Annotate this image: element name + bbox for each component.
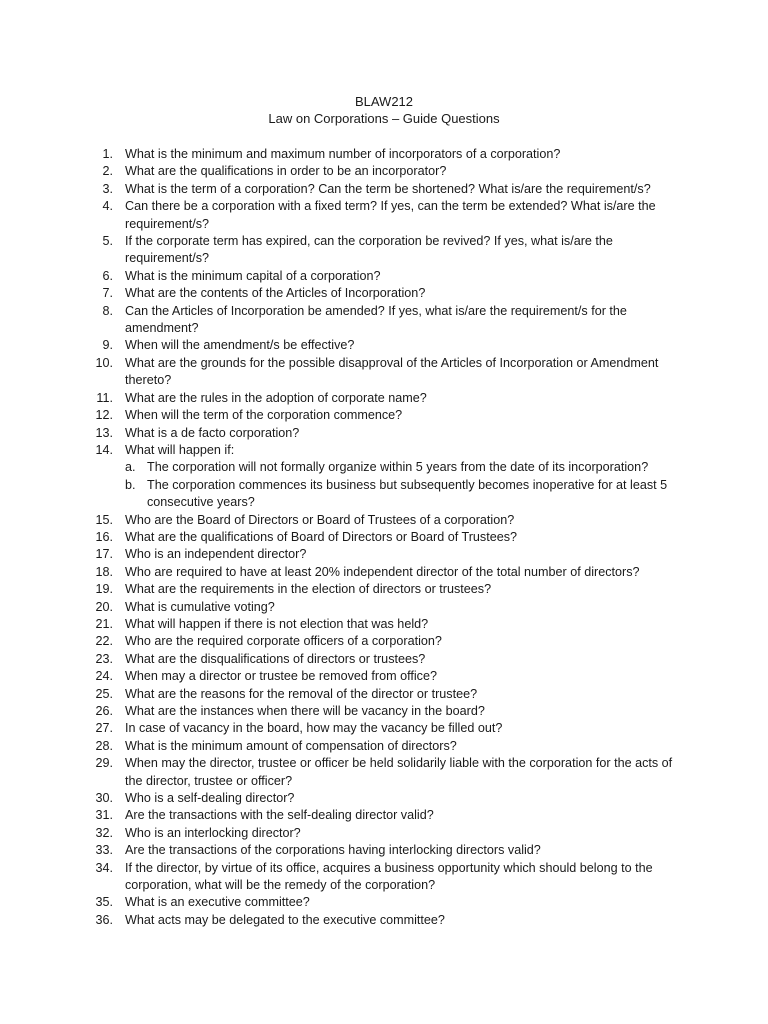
question-text: What are the instances when there will be vacancy in the board? [125, 704, 485, 718]
question-number: 10. [95, 355, 113, 370]
question-number: 3. [102, 181, 113, 196]
question-body [125, 268, 687, 285]
sub-question-item [125, 477, 687, 512]
question-text: Who is an independent director? [125, 547, 307, 562]
question-item [87, 703, 687, 720]
question-text: If the corporate term has expired, can the corporation be revived? If yes, what is/are the requirement/s? [125, 234, 613, 266]
question-number: 2. [102, 164, 113, 179]
question-item [87, 181, 687, 198]
question-number: 17. [95, 547, 113, 562]
question-item [87, 668, 687, 685]
question-text: What are the reasons for the removal of the director or trustee? [125, 686, 478, 701]
question-text: Who are the Board of Directors or Board of Trustees of a corporation? [125, 512, 515, 527]
question-number: 8. [102, 303, 113, 318]
question-item [87, 425, 687, 442]
question-body [125, 581, 687, 598]
question-item [87, 564, 687, 581]
question-number: 18. [95, 564, 113, 579]
question-body [125, 442, 687, 512]
question-text: Who is a self-dealing director? [125, 791, 295, 806]
question-body [125, 738, 687, 755]
question-body [125, 355, 687, 390]
question-number: 11. [96, 390, 113, 405]
question-item [87, 825, 687, 842]
question-body [125, 912, 687, 929]
question-item [87, 163, 687, 180]
question-body [125, 807, 687, 824]
document-title: Law on Corporations – Guide Questions [268, 111, 500, 127]
question-body [125, 146, 687, 163]
question-body [125, 894, 687, 911]
question-item [87, 651, 687, 668]
question-item [87, 842, 687, 859]
question-text: What is the minimum capital of a corporation? [125, 268, 381, 283]
question-item [87, 198, 687, 233]
question-item [87, 233, 687, 268]
question-text: What is cumulative voting? [125, 599, 275, 614]
question-number: 7. [102, 286, 113, 301]
question-body [125, 668, 687, 685]
question-number: 29. [95, 756, 113, 771]
question-number: 1. [102, 147, 113, 161]
question-text: What is an executive committee? [125, 895, 310, 910]
question-text: What are the rules in the adoption of corporate name? [125, 390, 427, 405]
question-body [125, 303, 687, 338]
question-text: What are the requirements in the election of directors or trustees? [125, 582, 492, 597]
question-number: 31. [95, 808, 113, 823]
question-number: 28. [95, 738, 113, 753]
question-body [125, 512, 687, 529]
question-text: Who are required to have at least 20% independent director of the total number of directors? [125, 564, 640, 579]
question-number: 21. [95, 616, 113, 631]
question-body [125, 564, 687, 581]
question-text: What are the disqualifications of directors or trustees? [125, 651, 426, 666]
question-body [125, 825, 687, 842]
question-item [87, 790, 687, 807]
question-item [87, 581, 687, 598]
question-item [87, 529, 687, 546]
question-text: Are the transactions with the self-dealing director valid? [125, 808, 434, 823]
question-number: 12. [95, 408, 113, 423]
question-item [87, 894, 687, 911]
question-number: 13. [95, 425, 113, 440]
question-text: What is the term of a corporation? Can the term be shortened? What is/are the requirement/s? [125, 181, 651, 196]
sub-question-item [125, 459, 687, 476]
question-number: 6. [102, 268, 113, 283]
question-text: What are the qualifications in order to be an incorporator? [125, 164, 447, 179]
question-body [125, 425, 687, 442]
question-text: What are the grounds for the possible disapproval of the Articles of Incorporation or Amendment thereto? [125, 355, 659, 388]
question-number: 16. [95, 529, 113, 544]
question-text: What will happen if: [125, 442, 235, 457]
question-number: 23. [95, 651, 113, 666]
question-item [87, 546, 687, 563]
question-number: 32. [95, 825, 113, 840]
question-item [87, 912, 687, 929]
guide-questions-list [87, 146, 687, 929]
question-body [125, 842, 687, 859]
question-body [125, 529, 687, 546]
question-text: What are the contents of the Articles of Incorporation? [125, 286, 426, 301]
question-text: What acts may be delegated to the executive committee? [125, 912, 445, 927]
sub-question-letter: a. [125, 460, 136, 475]
question-number: 19. [95, 582, 113, 597]
question-text: What is the minimum amount of compensation of directors? [125, 738, 457, 753]
question-text: What are the qualifications of Board of Directors or Board of Trustees? [125, 529, 517, 544]
question-body [125, 860, 687, 895]
question-body [125, 755, 687, 790]
question-body [125, 233, 687, 268]
question-number: 35. [95, 895, 113, 910]
question-number: 25. [95, 686, 113, 701]
question-text: Who is an interlocking director? [125, 825, 301, 840]
question-item [87, 268, 687, 285]
question-number: 33. [95, 843, 113, 858]
question-text: Are the transactions of the corporations having interlocking directors valid? [125, 843, 541, 858]
question-item [87, 390, 687, 407]
question-item [87, 512, 687, 529]
question-item [87, 599, 687, 616]
course-code: BLAW212 [354, 94, 414, 109]
question-number: 4. [102, 199, 113, 214]
question-item [87, 860, 687, 895]
question-number: 27. [95, 721, 113, 736]
document-header [0, 93, 768, 128]
question-item [87, 337, 687, 354]
question-body [125, 546, 687, 563]
question-item [87, 303, 687, 338]
question-text: What is a de facto corporation? [125, 425, 300, 440]
question-number: 34. [95, 860, 113, 875]
sub-question-text: The corporation commences its business but subsequently becomes inoperative for at least 5 consecutive years? [147, 477, 668, 510]
question-text: Can there be a corporation with a fixed term? If yes, can the term be extended? What is/are the requirement/s? [125, 199, 656, 231]
question-number: 20. [95, 599, 113, 614]
question-body [125, 285, 687, 302]
question-text: What will happen if there is not election that was held? [125, 616, 429, 631]
sub-question-letter: b. [125, 477, 136, 492]
question-item [87, 355, 687, 390]
question-item [87, 616, 687, 633]
question-number: 24. [95, 669, 113, 684]
question-body [125, 390, 687, 407]
question-number: 9. [102, 338, 113, 353]
question-number: 30. [95, 791, 113, 806]
sub-question-list [125, 459, 687, 511]
question-body [125, 163, 687, 180]
question-item [87, 285, 687, 302]
question-body [125, 703, 687, 720]
question-body [125, 198, 687, 233]
question-number: 26. [95, 704, 113, 718]
question-body [125, 616, 687, 633]
question-item [87, 442, 687, 512]
question-number: 22. [95, 634, 113, 649]
question-number: 36. [95, 912, 113, 927]
question-body [125, 633, 687, 650]
question-number: 14. [95, 442, 113, 457]
question-text: When may the director, trustee or officer be held solidarily liable with the corporation for the acts of the director, trustee or officer? [125, 756, 673, 788]
question-item [87, 686, 687, 703]
sub-question-text: The corporation will not formally organize within 5 years from the date of its incorporation? [147, 460, 649, 475]
question-item [87, 633, 687, 650]
question-body [125, 599, 687, 616]
question-body [125, 790, 687, 807]
question-body [125, 181, 687, 198]
question-text: Who are the required corporate officers of a corporation? [125, 634, 442, 649]
question-text: Can the Articles of Incorporation be amended? If yes, what is/are the requirement/s for the amendment? [125, 303, 627, 336]
question-text: What is the minimum and maximum number of incorporators of a corporation? [125, 147, 561, 161]
question-text: In case of vacancy in the board, how may the vacancy be filled out? [125, 721, 503, 736]
question-item [87, 807, 687, 824]
question-body [125, 337, 687, 354]
question-body [125, 651, 687, 668]
question-item [87, 720, 687, 737]
question-item [87, 146, 687, 163]
question-item [87, 407, 687, 424]
question-text: When may a director or trustee be removed from office? [125, 669, 437, 684]
question-number: 15. [95, 512, 113, 527]
question-text: When will the term of the corporation commence? [125, 408, 403, 423]
question-body [125, 686, 687, 703]
question-body [125, 407, 687, 424]
question-item [87, 738, 687, 755]
question-body [125, 720, 687, 737]
question-text: When will the amendment/s be effective? [125, 338, 355, 353]
question-number: 5. [102, 234, 113, 249]
question-item [87, 755, 687, 790]
question-text: If the director, by virtue of its office, acquires a business opportunity which should belong to the corporation, what will be the remedy of the corporation? [125, 860, 653, 893]
